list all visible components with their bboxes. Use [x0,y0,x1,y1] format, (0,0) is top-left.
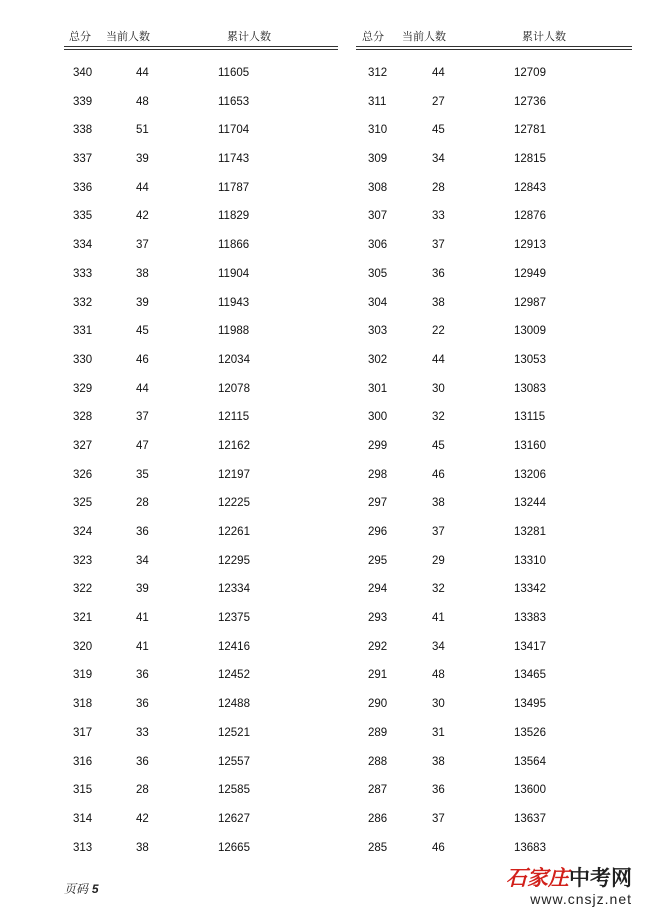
current-count-cell: 41 [432,612,445,625]
cumulative-count-cell: 11704 [218,124,250,137]
current-count-cell: 36 [432,784,445,797]
cumulative-count-cell: 12627 [218,812,250,825]
table-row [64,88,338,117]
total-score-cell: 325 [73,497,93,510]
table-row [64,719,338,748]
cumulative-count-cell: 12162 [218,439,250,452]
table-row [64,317,338,346]
table-row [356,690,632,719]
cumulative-count-cell: 12585 [218,784,250,797]
cumulative-count-cell: 12078 [218,382,250,395]
cumulative-count-cell: 12334 [218,583,250,596]
current-count-cell: 44 [136,181,149,194]
total-score-cell: 312 [368,67,388,79]
table-row [64,518,338,547]
cumulative-count-cell: 13115 [514,411,546,424]
table-row [64,289,338,318]
table-row [64,547,338,576]
table-row [64,489,338,518]
total-score-cell: 320 [73,640,93,653]
total-score-cell: 340 [73,67,93,79]
cumulative-count-cell: 12452 [218,669,250,682]
total-score-cell: 297 [368,497,388,510]
cumulative-count-cell: 13244 [514,497,546,510]
watermark [482,866,632,908]
score-table-right [356,22,632,862]
table-body [356,59,632,862]
cumulative-count-cell: 13206 [514,468,546,481]
table-row [356,403,632,432]
cumulative-count-cell: 12225 [218,497,250,510]
current-count-cell: 47 [136,439,149,452]
watermark-logo [482,866,632,890]
total-score-cell: 336 [73,181,93,194]
cumulative-count-cell: 12781 [514,124,546,137]
total-score-cell: 287 [368,784,388,797]
cumulative-count-cell: 13417 [514,640,546,653]
cumulative-count-cell: 11988 [218,325,250,338]
total-score-cell: 332 [73,296,93,309]
table-row [64,834,338,863]
page-footer [64,880,99,897]
total-score-cell: 317 [73,726,93,739]
total-score-cell: 309 [368,153,388,166]
current-count-cell: 27 [432,95,445,108]
cumulative-count-cell: 12949 [514,267,546,280]
cumulative-count-cell: 12034 [218,353,250,366]
cumulative-count-cell: 13310 [514,554,546,567]
table-row [64,403,338,432]
current-count-cell: 41 [136,640,149,653]
total-score-cell: 326 [73,468,93,481]
total-score-cell: 315 [73,784,93,797]
total-score-cell: 290 [368,698,388,711]
current-count-cell: 38 [432,497,445,510]
table-row [64,461,338,490]
table-row [356,116,632,145]
header-current-count: 当前人数 [106,30,150,43]
page-number: 5 [91,882,99,896]
current-count-cell: 48 [432,669,445,682]
total-score-cell: 319 [73,669,93,682]
current-count-cell: 39 [136,153,149,166]
current-count-cell: 46 [136,353,149,366]
cumulative-count-cell: 13009 [514,325,546,338]
table-row [356,547,632,576]
total-score-cell: 337 [73,153,93,166]
cumulative-count-cell: 12815 [514,153,546,166]
cumulative-count-cell: 12736 [514,95,546,108]
table-row [356,461,632,490]
current-count-cell: 44 [136,67,149,79]
current-count-cell: 33 [432,210,445,223]
current-count-cell: 34 [432,640,445,653]
total-score-cell: 300 [368,411,388,424]
current-count-cell: 30 [432,698,445,711]
current-count-cell: 39 [136,583,149,596]
total-score-cell: 338 [73,124,93,137]
table-row [64,661,338,690]
total-score-cell: 294 [368,583,388,596]
table-row [356,346,632,375]
cumulative-count-cell: 12197 [218,468,250,481]
total-score-cell: 335 [73,210,93,223]
table-row [64,690,338,719]
current-count-cell: 41 [136,612,149,625]
total-score-cell: 293 [368,612,388,625]
current-count-cell: 36 [136,755,149,768]
total-score-cell: 305 [368,267,388,280]
current-count-cell: 34 [432,153,445,166]
table-row [356,231,632,260]
current-count-cell: 32 [432,583,445,596]
current-count-cell: 42 [136,210,149,223]
current-count-cell: 36 [136,698,149,711]
cumulative-count-cell: 13564 [514,755,546,768]
table-row [356,518,632,547]
total-score-cell: 301 [368,382,388,395]
total-score-cell: 302 [368,353,388,366]
current-count-cell: 37 [432,526,445,538]
current-count-cell: 38 [136,841,149,854]
score-table-left [64,22,338,862]
table-row [64,59,338,88]
cumulative-count-cell: 11787 [218,181,250,194]
header-rule-bottom [356,49,632,50]
current-count-cell: 38 [432,296,445,309]
table-row [64,575,338,604]
cumulative-count-cell: 12913 [514,239,546,252]
total-score-cell: 296 [368,526,388,538]
current-count-cell: 39 [136,296,149,309]
cumulative-count-cell: 12557 [218,755,250,768]
current-count-cell: 36 [136,669,149,682]
table-row [356,748,632,777]
current-count-cell: 22 [432,325,445,338]
table-row [356,805,632,834]
total-score-cell: 331 [73,325,93,338]
cumulative-count-cell: 13683 [514,841,546,854]
table-row [64,231,338,260]
table-row [356,604,632,633]
header-total-score: 总分 [69,30,91,43]
total-score-cell: 316 [73,755,93,768]
current-count-cell: 36 [432,267,445,280]
table-row [356,88,632,117]
total-score-cell: 323 [73,554,93,567]
current-count-cell: 44 [432,353,445,366]
watermark-url: www.cnsjz.net [530,891,632,907]
total-score-cell: 295 [368,554,388,567]
cumulative-count-cell: 13342 [514,583,546,596]
table-row [64,116,338,145]
total-score-cell: 307 [368,210,388,223]
table-row [356,776,632,805]
current-count-cell: 28 [432,181,445,194]
cumulative-count-cell: 13495 [514,698,546,711]
table-body [64,59,338,862]
current-count-cell: 46 [432,841,445,854]
header-total-score: 总分 [362,30,384,43]
current-count-cell: 34 [136,554,149,567]
total-score-cell: 313 [73,841,93,854]
current-count-cell: 37 [432,239,445,252]
current-count-cell: 38 [136,267,149,280]
cumulative-count-cell: 11943 [218,296,250,309]
total-score-cell: 327 [73,439,93,452]
current-count-cell: 31 [432,726,445,739]
total-score-cell: 292 [368,640,388,653]
table-row [64,174,338,203]
total-score-cell: 285 [368,841,388,854]
cumulative-count-cell: 12665 [218,841,250,854]
cumulative-count-cell: 12488 [218,698,250,711]
table-row [64,776,338,805]
cumulative-count-cell: 13083 [514,382,546,395]
table-row [356,489,632,518]
cumulative-count-cell: 13637 [514,812,546,825]
table-row [356,317,632,346]
table-row [356,633,632,662]
total-score-cell: 291 [368,669,388,682]
total-score-cell: 324 [73,526,93,538]
current-count-cell: 33 [136,726,149,739]
current-count-cell: 44 [432,67,445,79]
cumulative-count-cell: 13526 [514,726,546,739]
total-score-cell: 306 [368,239,388,252]
total-score-cell: 314 [73,812,93,825]
total-score-cell: 310 [368,124,388,137]
cumulative-count-cell: 12375 [218,612,250,625]
current-count-cell: 32 [432,411,445,424]
table-row [356,145,632,174]
current-count-cell: 45 [136,325,149,338]
cumulative-count-cell: 12521 [218,726,250,739]
cumulative-count-cell: 11653 [218,95,250,108]
current-count-cell: 46 [432,468,445,481]
table-row [356,260,632,289]
cumulative-count-cell: 12115 [218,411,250,424]
current-count-cell: 51 [136,124,149,137]
current-count-cell: 44 [136,382,149,395]
current-count-cell: 38 [432,755,445,768]
table-row [356,719,632,748]
cumulative-count-cell: 11904 [218,267,250,280]
table-row [356,432,632,461]
cumulative-count-cell: 12416 [218,640,250,653]
table-row [356,834,632,863]
header-cumulative-count: 累计人数 [227,30,271,43]
cumulative-count-cell: 11743 [218,153,250,166]
total-score-cell: 308 [368,181,388,194]
current-count-cell: 37 [136,239,149,252]
table-row [356,202,632,231]
cumulative-count-cell: 11829 [218,210,250,223]
total-score-cell: 334 [73,239,93,252]
total-score-cell: 322 [73,583,93,596]
table-row [64,604,338,633]
current-count-cell: 29 [432,554,445,567]
header-rule-top [64,46,338,47]
table-row [356,661,632,690]
cumulative-count-cell: 12261 [218,526,250,538]
cumulative-count-cell: 13053 [514,353,546,366]
cumulative-count-cell: 11866 [218,239,250,252]
total-score-cell: 298 [368,468,388,481]
cumulative-count-cell: 13160 [514,439,546,452]
total-score-cell: 321 [73,612,93,625]
current-count-cell: 35 [136,468,149,481]
current-count-cell: 37 [136,411,149,424]
total-score-cell: 329 [73,382,93,395]
header-cumulative-count: 累计人数 [522,30,566,43]
total-score-cell: 289 [368,726,388,739]
total-score-cell: 303 [368,325,388,338]
cumulative-count-cell: 13465 [514,669,546,682]
total-score-cell: 299 [368,439,388,452]
header-rule-bottom [64,49,338,50]
cumulative-count-cell: 11605 [218,67,250,79]
watermark-brand-black: 中考网 [569,865,632,890]
current-count-cell: 42 [136,812,149,825]
total-score-cell: 330 [73,353,93,366]
current-count-cell: 30 [432,382,445,395]
total-score-cell: 311 [368,95,387,108]
current-count-cell: 28 [136,784,149,797]
table-row [64,202,338,231]
header-current-count: 当前人数 [402,30,446,43]
total-score-cell: 304 [368,296,388,309]
table-row [64,432,338,461]
table-header [64,22,338,44]
cumulative-count-cell: 13383 [514,612,546,625]
current-count-cell: 37 [432,812,445,825]
total-score-cell: 339 [73,95,93,108]
page-label: 页码 [64,882,89,896]
total-score-cell: 318 [73,698,93,711]
table-row [64,748,338,777]
total-score-cell: 333 [73,267,93,280]
table-header [356,22,632,44]
current-count-cell: 36 [136,526,149,538]
cumulative-count-cell: 12709 [514,67,546,79]
current-count-cell: 28 [136,497,149,510]
table-row [356,289,632,318]
table-row [64,375,338,404]
cumulative-count-cell: 13281 [514,526,546,538]
table-row [356,375,632,404]
current-count-cell: 48 [136,95,149,108]
current-count-cell: 45 [432,439,445,452]
table-row [64,346,338,375]
table-row [356,174,632,203]
watermark-brand-red: 石家庄 [506,865,569,890]
total-score-cell: 288 [368,755,388,768]
total-score-cell: 286 [368,812,388,825]
cumulative-count-cell: 13600 [514,784,546,797]
table-row [64,260,338,289]
header-rule-top [356,46,632,47]
table-row [64,633,338,662]
total-score-cell: 328 [73,411,93,424]
table-row [64,145,338,174]
cumulative-count-cell: 12876 [514,210,546,223]
cumulative-count-cell: 12987 [514,296,546,309]
current-count-cell: 45 [432,124,445,137]
cumulative-count-cell: 12295 [218,554,250,567]
table-row [64,805,338,834]
cumulative-count-cell: 12843 [514,181,546,194]
table-row [356,59,632,88]
table-row [356,575,632,604]
